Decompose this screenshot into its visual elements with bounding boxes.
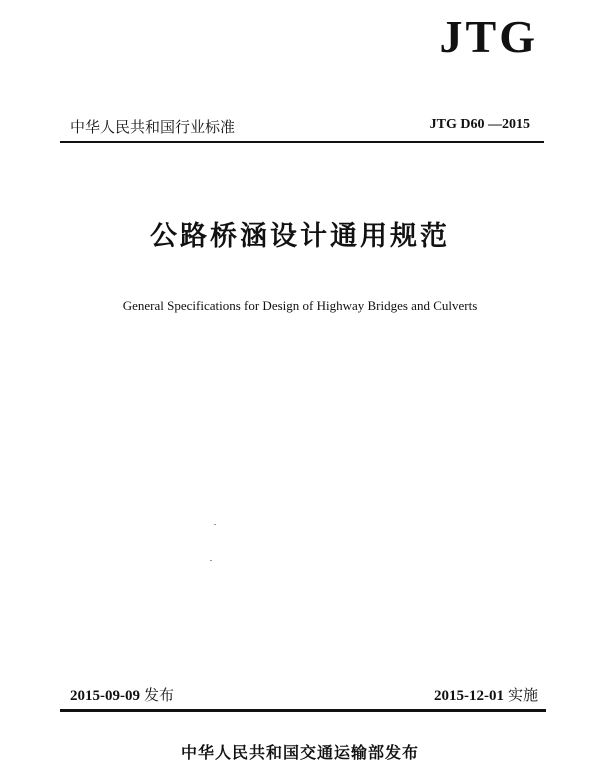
- effective-date: [434, 684, 538, 705]
- document-title-english: General Specifications for Design of Highway Bridges and Culverts: [122, 298, 478, 313]
- document-title-chinese: 公路桥涵设计通用规范: [150, 221, 450, 252]
- effective-date-value: 2015-12-01: [433, 688, 504, 704]
- logo-jtg: JTG: [439, 11, 538, 62]
- publisher: 中华人民共和国交通运输部发布: [180, 743, 419, 762]
- issue-date: [70, 684, 174, 705]
- top-divider: [60, 141, 544, 143]
- standard-number: JTG D60 —2015: [429, 117, 530, 132]
- issue-date-value: 2015-09-09: [70, 688, 140, 704]
- bottom-divider: [60, 709, 546, 712]
- standard-category: 中华人民共和国行业标准: [70, 118, 236, 136]
- scan-speck: [210, 560, 212, 561]
- effective-date-label: 实施: [507, 686, 538, 704]
- issue-date-label: 发布: [144, 686, 175, 704]
- scan-speck: [214, 524, 216, 525]
